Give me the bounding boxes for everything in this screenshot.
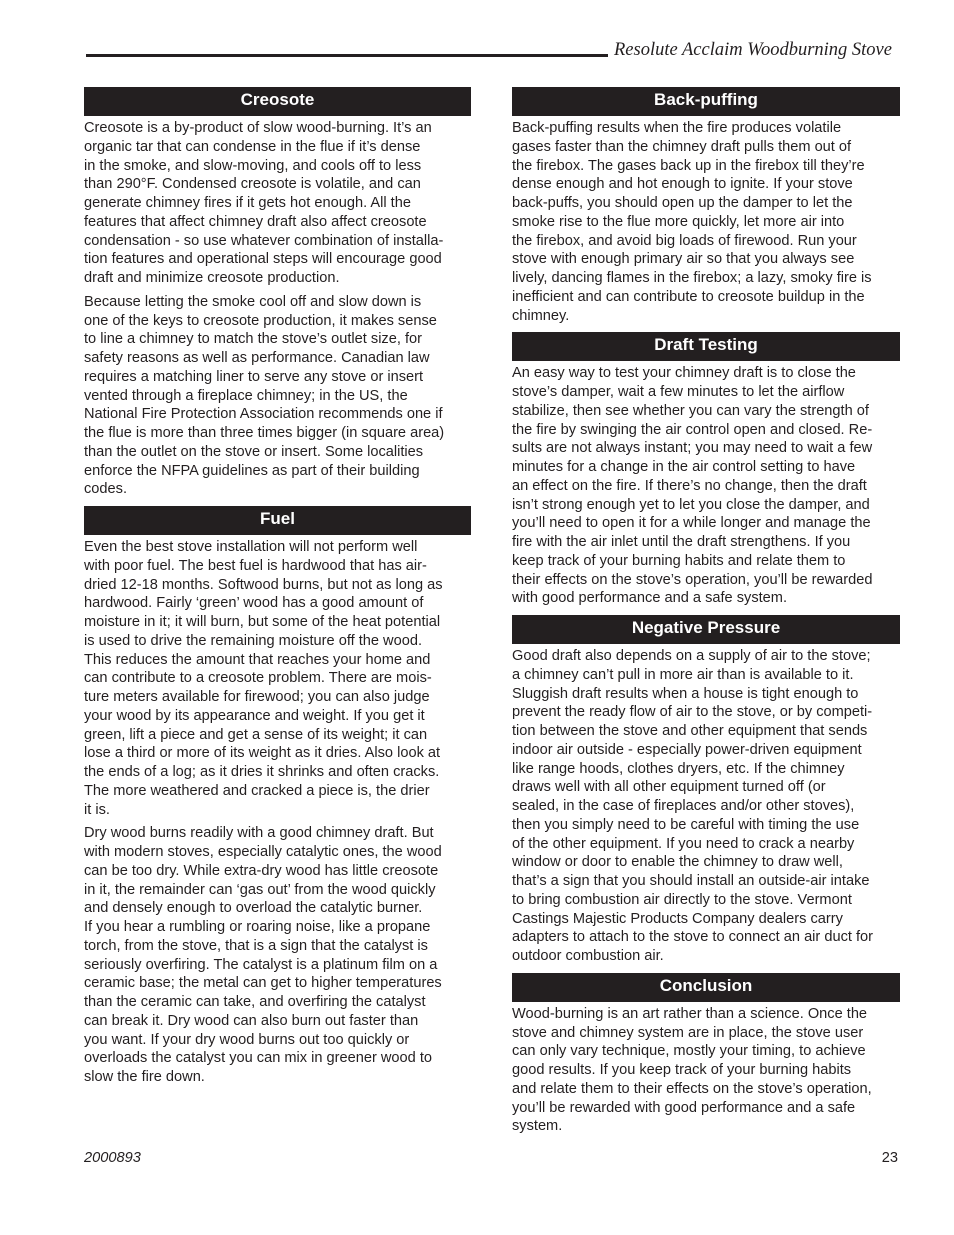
- text-line: safety reasons as well as performance. Canadian law: [84, 350, 430, 366]
- text-line: Because letting the smoke cool off and slow down is: [84, 293, 422, 310]
- text-line: with poor fuel. The best fuel is hardwood that has air-: [84, 557, 427, 574]
- text-line: can contribute to a creosote problem. There are mois-: [84, 670, 432, 687]
- text-line: condensation - so use whatever combination of installa-: [84, 232, 444, 249]
- text-line: If you hear a rumbling or roaring noise, like a propane: [84, 919, 431, 935]
- text-line: isn’t strong enough yet to let you close the damper, and: [512, 496, 870, 513]
- text-line: gases faster than the chimney draft pulls them out of: [512, 138, 852, 155]
- text-line: your wood by its appearance and weight. If you get it: [84, 707, 425, 724]
- section-heading: Negative Pressure: [512, 615, 900, 644]
- text-line: then you simply need to be careful with timing the use: [512, 816, 860, 833]
- text-line: the ends of a log; as it dries it shrinks and often cracks.: [84, 764, 440, 780]
- text-line: Dry wood burns readily with a good chimney draft. But: [84, 825, 434, 842]
- text-line: prevent the ready flow of air to the stove, or by competi-: [512, 704, 873, 721]
- text-line: Even the best stove installation will not perform well: [84, 539, 418, 555]
- text-line: to bring combustion air directly to the stove. Vermont: [512, 891, 852, 908]
- section-heading: Back-puffing: [512, 87, 900, 116]
- text-line: an effect on the fire. If there’s no change, then the draft: [512, 477, 867, 494]
- body-paragraph: [512, 364, 900, 608]
- text-line: organic tar that can condense in the flue if it’s dense: [84, 138, 421, 155]
- text-line: system.: [512, 1118, 563, 1135]
- text-line: features that affect chimney draft also affect creosote: [84, 213, 427, 230]
- text-line: tion between the stove and other equipment that sends: [512, 723, 868, 739]
- text-line: overloads the catalyst you can mix in greener wood to: [84, 1050, 433, 1067]
- text-line: sults are not always instant; you may need to wait a few: [512, 440, 873, 457]
- text-line: dense enough and hot enough to ignite. If your stove: [512, 176, 853, 193]
- text-line: good results. If you keep track of your burning habits: [512, 1062, 852, 1078]
- text-line: ceramic base; the metal can get to higher temperatures: [84, 975, 442, 992]
- text-line: Back-puffing results when the fire produces volatile: [512, 120, 842, 136]
- text-line: a chimney can’t pull in more air than is available to it.: [512, 666, 854, 683]
- text-line: can break it. Dry wood can also burn out faster than: [84, 1012, 419, 1029]
- text-line: the fire by swinging the air control open and closed. Re-: [512, 421, 873, 438]
- text-line: the firebox, and avoid big loads of firewood. Run your: [512, 232, 857, 249]
- text-line: vented through a fireplace chimney; in the US, the: [84, 387, 408, 404]
- text-line: tion features and operational steps will encourage good: [84, 251, 442, 268]
- text-line: minutes for a change in the air control setting to have: [512, 459, 856, 475]
- text-line: generate chimney fires if it gets hot enough. All the: [84, 195, 411, 211]
- text-line: indoor air outside - especially power-driven equipment: [512, 741, 862, 758]
- text-line: than the ceramic can take, and overfiring the catalyst: [84, 994, 426, 1010]
- left-column: [84, 87, 471, 1094]
- text-line: This reduces the amount that reaches your home and: [84, 651, 431, 668]
- text-line: you’ll be rewarded with good performance and a safe: [512, 1099, 856, 1116]
- text-line: sealed, in the case of fireplaces and/or other stoves),: [512, 798, 855, 814]
- section-heading: Draft Testing: [512, 332, 900, 361]
- text-line: can only vary technique, mostly your timing, to achieve: [512, 1043, 866, 1060]
- body-paragraph: [84, 824, 471, 1087]
- text-line: that’s a sign that you should install an outside-air intake: [512, 873, 870, 889]
- text-line: Wood-burning is an art rather than a science. Once the: [512, 1005, 868, 1022]
- section-heading: Fuel: [84, 506, 471, 535]
- text-line: can be too dry. While extra-dry wood has little creosote: [84, 862, 439, 879]
- page-number: 23: [881, 1150, 898, 1166]
- body-paragraph: [84, 119, 471, 288]
- body-paragraph: [512, 647, 900, 966]
- text-line: the firebox. The gases back up in the firebox till they’re: [512, 157, 865, 174]
- text-line: ture meters available for firewood; you can also judge: [84, 689, 430, 705]
- text-line: and relate them to their effects on the stove’s operation,: [512, 1080, 872, 1097]
- text-line: window or door to enable the chimney to draw well,: [512, 854, 843, 871]
- body-paragraph: [84, 293, 471, 499]
- text-line: codes.: [84, 481, 127, 498]
- text-line: stove with enough primary air so that you always see: [512, 251, 855, 268]
- text-line: back-puffs, you should open up the damper to let the: [512, 195, 853, 211]
- text-line: in the smoke, and slow-moving, and cools off to less: [84, 157, 422, 174]
- text-line: slow the fire down.: [84, 1069, 205, 1085]
- text-line: one of the keys to creosote production, it makes sense: [84, 312, 437, 329]
- text-line: An easy way to test your chimney draft is to close the: [512, 365, 856, 382]
- text-line: you’ll need to open it for a while longer and manage the: [512, 515, 871, 532]
- header-rule: [86, 54, 608, 57]
- right-column: [512, 87, 900, 1143]
- document-number: 2000893: [84, 1150, 141, 1166]
- body-paragraph: [84, 538, 471, 819]
- text-line: lose a third or more of its weight as it dries. Also look at: [84, 745, 441, 762]
- text-line: Good draft also depends on a supply of air to the stove;: [512, 648, 871, 664]
- text-line: Creosote is a by-product of slow wood-burning. It’s an: [84, 120, 432, 136]
- text-line: hardwood. Fairly ‘green’ wood has a good amount of: [84, 595, 424, 612]
- text-line: green, lift a piece and get a sense of its weight; it can: [84, 726, 428, 743]
- text-line: inefficient and can contribute to creosote buildup in the: [512, 288, 865, 305]
- text-line: in it, the remainder can ‘gas out’ from the wood quickly: [84, 881, 436, 898]
- text-line: smoke rise to the flue more quickly, let more air into: [512, 213, 845, 230]
- text-line: stabilize, then see whether you can vary the strength of: [512, 402, 869, 419]
- text-line: with modern stoves, especially catalytic ones, the wood: [84, 844, 442, 860]
- text-line: you want. If your dry wood burns out too quickly or: [84, 1031, 410, 1048]
- text-line: seriously overfiring. The catalyst is a platinum film on a: [84, 956, 438, 973]
- text-line: the flue is more than three times bigger (in square area): [84, 425, 445, 441]
- text-line: and densely enough to overload the catalytic burner.: [84, 900, 423, 917]
- text-line: their effects on the stove’s operation, you’ll be rewarded: [512, 571, 873, 588]
- text-line: enforce the NFPA guidelines as part of their building: [84, 462, 420, 479]
- text-line: National Fire Protection Association recommends one if: [84, 406, 443, 423]
- text-line: of the other equipment. If you need to crack a nearby: [512, 835, 855, 852]
- section-heading: Conclusion: [512, 973, 900, 1002]
- text-line: it is.: [84, 801, 110, 818]
- text-line: lively, dancing flames in the firebox; a lazy, smoky fire is: [512, 270, 872, 286]
- text-line: is used to drive the remaining moisture off the wood.: [84, 632, 423, 649]
- text-line: adapters to attach to the stove to connect an air duct for: [512, 929, 874, 946]
- text-line: than the outlet on the stove or insert. Some localities: [84, 443, 424, 460]
- text-line: with good performance and a safe system.: [512, 590, 787, 607]
- text-line: stove’s damper, wait a few minutes to let the airflow: [512, 384, 845, 400]
- body-paragraph: [512, 119, 900, 325]
- text-line: draws well with all other equipment turned off (or: [512, 779, 826, 796]
- text-line: outdoor combustion air.: [512, 948, 664, 964]
- body-paragraph: [512, 1005, 900, 1136]
- text-line: requires a matching liner to serve any stove or insert: [84, 368, 424, 385]
- text-line: moisture in it; it will burn, but some of the heat potential: [84, 614, 441, 630]
- section-heading: Creosote: [84, 87, 471, 116]
- text-line: than 290°F. Condensed creosote is volatile, and can: [84, 176, 421, 193]
- text-line: keep track of your burning habits and relate them to: [512, 552, 846, 569]
- text-line: Castings Majestic Products Company dealers carry: [512, 910, 843, 927]
- text-line: dried 12-18 months. Softwood burns, but not as long as: [84, 576, 443, 593]
- text-line: like range hoods, clothes dryers, etc. If the chimney: [512, 760, 845, 777]
- text-line: to line a chimney to match the stove’s outlet size, for: [84, 331, 422, 348]
- text-line: chimney.: [512, 307, 570, 324]
- text-line: The more weathered and cracked a piece is, the drier: [84, 782, 430, 799]
- text-line: torch, from the stove, that is a sign that the catalyst is: [84, 937, 428, 954]
- text-line: fire with the air inlet until the draft strengthens. If you: [512, 534, 851, 550]
- text-line: Sluggish draft results when a house is tight enough to: [512, 685, 859, 702]
- running-header-title: Resolute Acclaim Woodburning Stove: [614, 40, 892, 60]
- text-line: draft and minimize creosote production.: [84, 270, 340, 286]
- text-line: stove and chimney system are in place, the stove user: [512, 1024, 864, 1041]
